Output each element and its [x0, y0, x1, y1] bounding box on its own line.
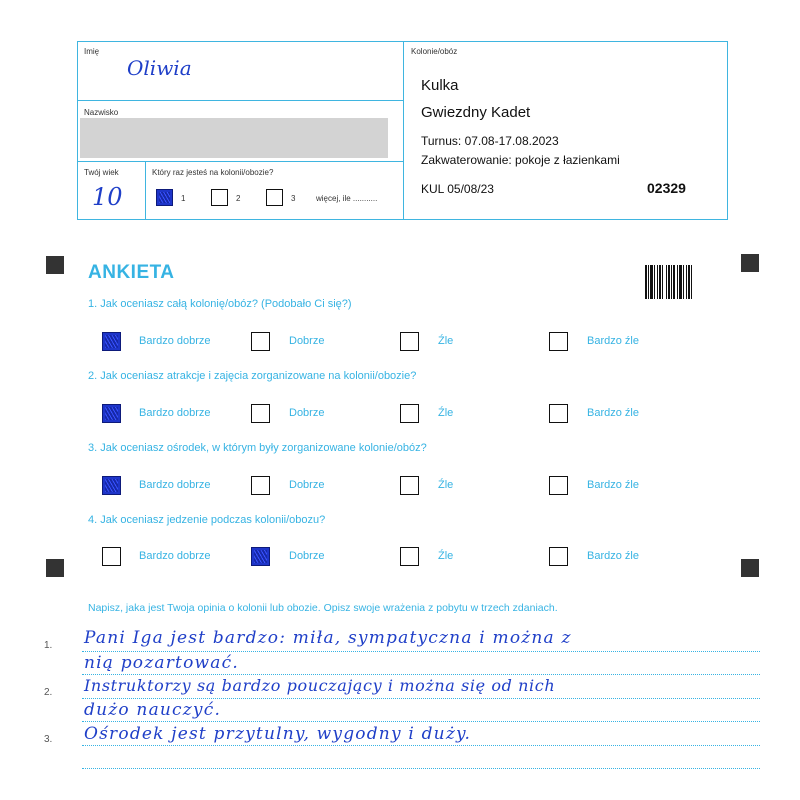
- opinion-line-4[interactable]: dużo nauczyć.: [84, 700, 222, 720]
- divider: [77, 161, 403, 162]
- wiek-value[interactable]: 10: [92, 183, 123, 211]
- ktory-raz-option-2: 2: [236, 194, 241, 203]
- q3-option-4-checkbox[interactable]: [549, 476, 568, 495]
- ktory-raz-label: Który raz jesteś na kolonii/obozie?: [152, 168, 274, 177]
- q3-option-1-checkbox[interactable]: [102, 476, 121, 495]
- ktory-raz-checkbox-1[interactable]: [156, 189, 173, 206]
- kolonie-label: Kolonie/obóz: [411, 47, 458, 56]
- zakwaterowanie: Zakwaterowanie: pokoje z łazienkami: [421, 153, 620, 167]
- question-1: 1. Jak oceniasz całą kolonię/obóz? (Podobało Ci się?): [88, 298, 352, 310]
- q2-option-4-checkbox[interactable]: [549, 404, 568, 423]
- q4-option-2-checkbox[interactable]: [251, 547, 270, 566]
- registration-marker: [46, 559, 64, 577]
- q4-option-4-checkbox[interactable]: [549, 547, 568, 566]
- q2-option-2-checkbox[interactable]: [251, 404, 270, 423]
- q1-option-3-label: Źle: [438, 335, 454, 347]
- q2-option-1-label: Bardzo dobrze: [139, 407, 211, 419]
- opinion-line-2[interactable]: nią pozartować.: [84, 653, 239, 673]
- q1-option-4-label: Bardzo źle: [587, 335, 639, 347]
- q4-option-3-checkbox[interactable]: [400, 547, 419, 566]
- q4-option-2-label: Dobrze: [289, 550, 325, 562]
- opinion-prompt: Napisz, jaka jest Twoja opinia o kolonii lub obozie. Opisz swoje wrażenia z pobytu w trzech zdaniach.: [88, 602, 558, 614]
- registration-marker: [741, 559, 759, 577]
- redacted-surname: [80, 118, 388, 158]
- q4-option-1-checkbox[interactable]: [102, 547, 121, 566]
- q3-option-4-label: Bardzo źle: [587, 479, 639, 491]
- q2-option-1-checkbox[interactable]: [102, 404, 121, 423]
- q1-option-4-checkbox[interactable]: [549, 332, 568, 351]
- divider: [77, 100, 403, 101]
- q4-option-3-label: Źle: [438, 550, 454, 562]
- q4-option-4-label: Bardzo źle: [587, 550, 639, 562]
- question-2: 2. Jak oceniasz atrakcje i zajęcia zorganizowane na kolonii/obozie?: [88, 370, 417, 382]
- survey-title: ANKIETA: [88, 262, 175, 283]
- opinion-line-1[interactable]: Pani Iga jest bardzo: miła, sympatyczna i można z: [84, 628, 572, 648]
- line-number-1: 1.: [44, 640, 53, 651]
- opinion-line-5[interactable]: Ośrodek jest przytulny, wygodny i duży.: [84, 724, 472, 744]
- writing-line: [82, 745, 760, 746]
- registration-marker: [741, 254, 759, 272]
- divider: [403, 41, 404, 220]
- q2-option-3-label: Źle: [438, 407, 454, 419]
- writing-line: [82, 651, 760, 652]
- writing-line: [82, 768, 760, 769]
- ktory-raz-checkbox-2[interactable]: [211, 189, 228, 206]
- line-number-2: 2.: [44, 687, 53, 698]
- ktory-raz-checkbox-3[interactable]: [266, 189, 283, 206]
- barcode-icon: [645, 265, 701, 299]
- q2-option-3-checkbox[interactable]: [400, 404, 419, 423]
- q3-option-1-label: Bardzo dobrze: [139, 479, 211, 491]
- kolonie-name1: Kulka: [421, 77, 459, 94]
- q1-option-1-label: Bardzo dobrze: [139, 335, 211, 347]
- q4-option-1-label: Bardzo dobrze: [139, 550, 211, 562]
- writing-line: [82, 698, 760, 699]
- q3-option-2-checkbox[interactable]: [251, 476, 270, 495]
- q2-option-2-label: Dobrze: [289, 407, 325, 419]
- q1-option-3-checkbox[interactable]: [400, 332, 419, 351]
- imie-label: Imię: [84, 47, 100, 56]
- nazwisko-label: Nazwisko: [84, 108, 119, 117]
- registration-marker: [46, 256, 64, 274]
- writing-line: [82, 674, 760, 675]
- q3-option-3-label: Źle: [438, 479, 454, 491]
- writing-line: [82, 721, 760, 722]
- kolonie-name2: Gwiezdny Kadet: [421, 104, 531, 121]
- q1-option-2-checkbox[interactable]: [251, 332, 270, 351]
- form-number: 02329: [647, 180, 686, 196]
- code: KUL 05/08/23: [421, 182, 494, 196]
- line-number-3: 3.: [44, 734, 53, 745]
- imie-value[interactable]: Oliwia: [127, 56, 192, 80]
- question-4: 4. Jak oceniasz jedzenie podczas kolonii/obozu?: [88, 514, 326, 526]
- q3-option-2-label: Dobrze: [289, 479, 325, 491]
- q1-option-1-checkbox[interactable]: [102, 332, 121, 351]
- wiek-label: Twój wiek: [84, 168, 119, 177]
- question-3: 3. Jak oceniasz ośrodek, w którym były zorganizowane kolonie/obóz?: [88, 442, 427, 454]
- q3-option-3-checkbox[interactable]: [400, 476, 419, 495]
- opinion-line-3[interactable]: Instruktorzy są bardzo pouczający i można się od nich: [84, 676, 556, 695]
- ktory-raz-option-3: 3: [291, 194, 296, 203]
- divider: [145, 161, 146, 220]
- turnus: Turnus: 07.08-17.08.2023: [421, 134, 559, 148]
- wiecej-label: więcej, ile ...........: [316, 194, 378, 203]
- q2-option-4-label: Bardzo źle: [587, 407, 639, 419]
- ktory-raz-option-1: 1: [181, 194, 186, 203]
- q1-option-2-label: Dobrze: [289, 335, 325, 347]
